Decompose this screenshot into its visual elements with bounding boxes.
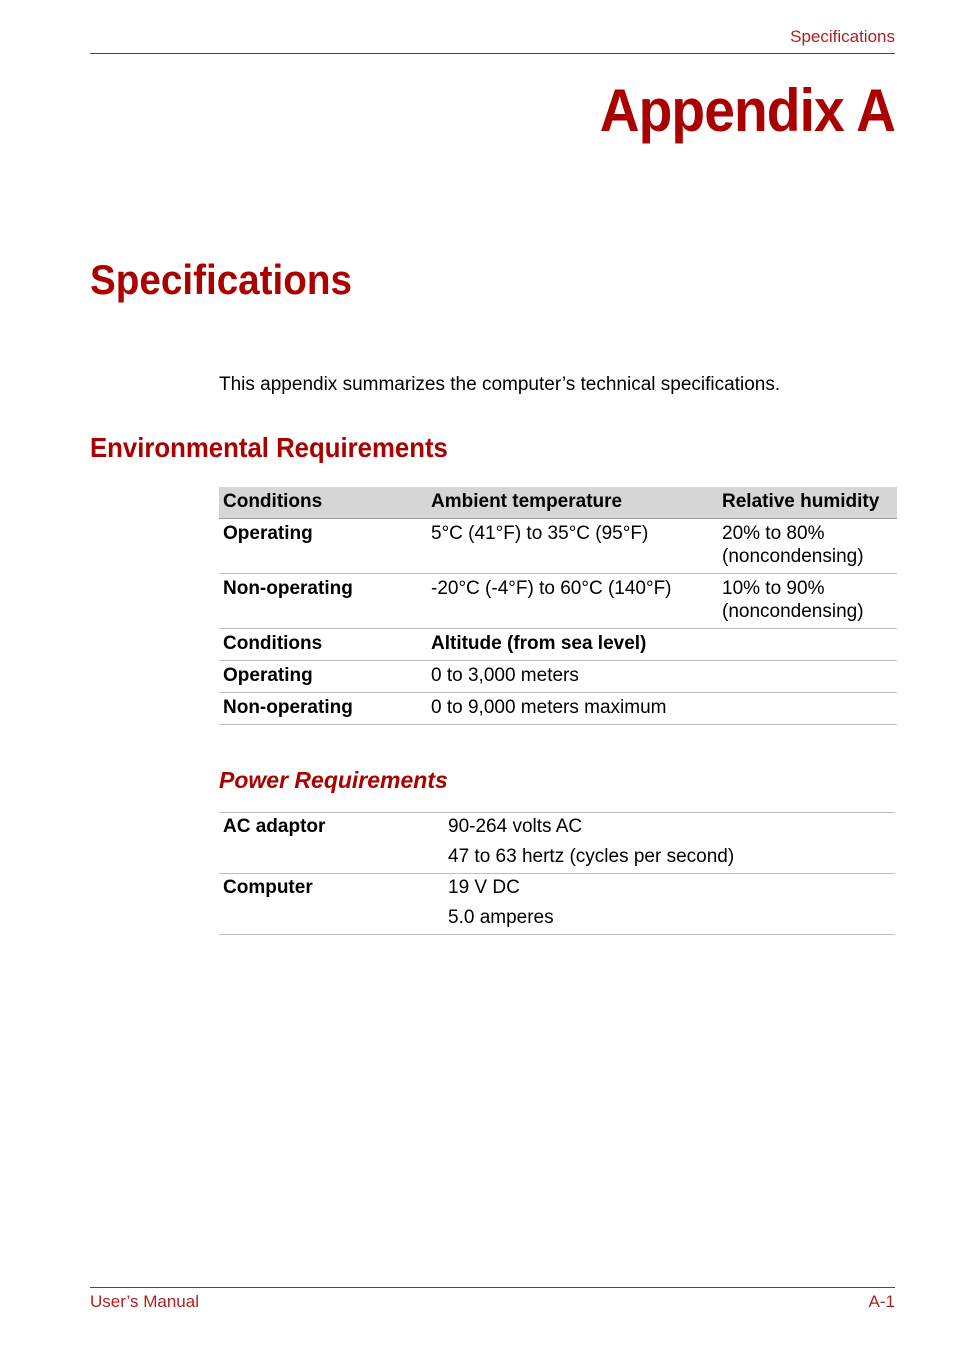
table-row	[219, 904, 895, 935]
table-cell: Non-operating	[219, 574, 427, 629]
footer-rule	[90, 1287, 895, 1288]
table-cell: 0 to 3,000 meters	[427, 661, 718, 693]
table-cell: Operating	[219, 661, 427, 693]
table-cell: -20°C (-4°F) to 60°C (140°F)	[427, 574, 718, 629]
table-row	[219, 874, 895, 905]
table-cell: 5.0 amperes	[444, 904, 895, 935]
table-cell: Operating	[219, 519, 427, 574]
table-cell: 47 to 63 hertz (cycles per second)	[444, 843, 895, 874]
power-table	[219, 812, 895, 935]
environmental-table	[219, 487, 897, 725]
table-row	[219, 519, 897, 574]
table-header-cell: Ambient temperature	[427, 487, 718, 519]
footer-manual-label: User’s Manual	[90, 1292, 199, 1311]
page-number: A-1	[868, 1292, 895, 1311]
table-cell: Computer	[223, 877, 313, 898]
table-subheader-row	[219, 629, 897, 661]
table-row	[219, 813, 895, 844]
appendix-title: Appendix A	[599, 77, 895, 144]
table-cell: 10% to 90% (noncondensing)	[718, 574, 897, 629]
table-cell: 0 to 9,000 meters maximum	[427, 693, 718, 725]
table-header-cell: Conditions	[219, 629, 427, 661]
intro-paragraph: This appendix summarizes the computer’s technical specifications.	[219, 374, 781, 395]
table-cell-empty	[718, 661, 897, 693]
header-rule	[90, 53, 895, 54]
table-cell-empty	[718, 629, 897, 661]
table-cell: 20% to 80% (noncondensing)	[718, 519, 897, 574]
table-cell-empty	[219, 904, 444, 935]
table-row	[219, 661, 897, 693]
table-cell: 19 V DC	[448, 877, 520, 898]
table-cell: 5°C (41°F) to 35°C (95°F)	[427, 519, 718, 574]
table-header-cell: Relative humidity	[718, 487, 897, 519]
table-cell: Non-operating	[219, 693, 427, 725]
table-row	[219, 843, 895, 874]
table-cell: 90-264 volts AC	[448, 816, 583, 837]
table-cell-empty	[219, 843, 444, 874]
running-header: Specifications	[790, 27, 895, 46]
table-header-cell: Altitude (from sea level)	[427, 629, 718, 661]
power-section-title: Power Requirements	[219, 767, 448, 793]
table-row	[219, 693, 897, 725]
table-cell-empty	[718, 693, 897, 725]
table-cell: AC adaptor	[223, 816, 326, 837]
table-header-row	[219, 487, 897, 519]
chapter-title: Specifications	[90, 256, 352, 303]
table-header-cell: Conditions	[219, 487, 427, 519]
table-row	[219, 574, 897, 629]
environmental-section-title: Environmental Requirements	[90, 432, 448, 463]
